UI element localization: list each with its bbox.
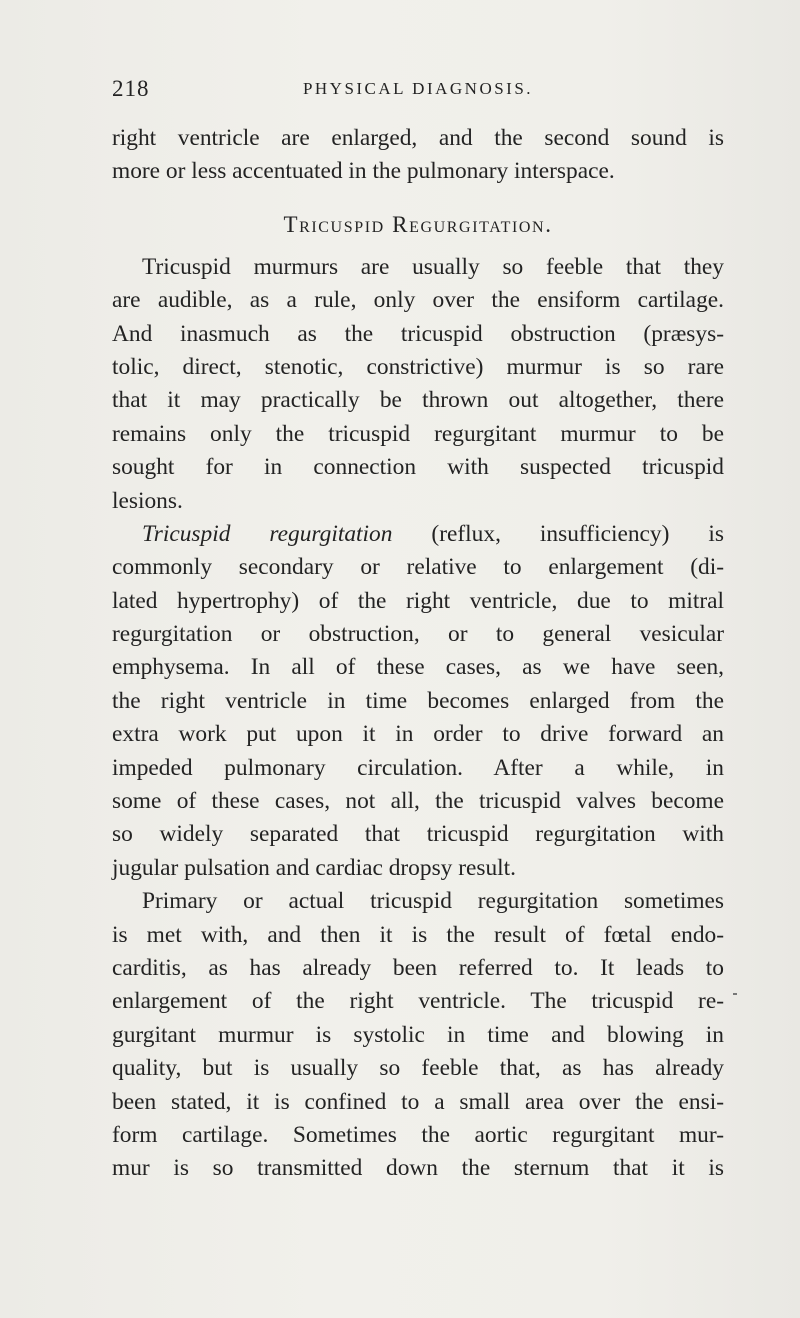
text-line: are audible, as a rule, only over the ensiform cartilage. xyxy=(112,287,724,314)
text-line: quality, but is usually so feeble that, as has already xyxy=(112,1055,724,1082)
text-line: lated hypertrophy) of the right ventricle, due to mitral xyxy=(112,587,724,614)
text-line: form cartilage. Sometimes the aortic regurgitant mur- xyxy=(112,1121,724,1148)
running-head xyxy=(112,76,724,106)
text-line: Tricuspid murmurs are usually so feeble that they xyxy=(142,253,724,280)
text-line: tolic, direct, stenotic, constrictive) murmur is so rare xyxy=(112,353,724,380)
text-line: right ventricle are enlarged, and the second sound is xyxy=(112,125,724,151)
text-line: And inasmuch as the tricuspid obstruction (præsys- xyxy=(112,320,724,347)
text-line: regurgitation or obstruction, or to general vesicular xyxy=(112,621,724,648)
text-line: jugular pulsation and cardiac dropsy result. xyxy=(112,854,517,881)
text-line: that it may practically be thrown out altogether, there xyxy=(112,387,724,414)
text-line: mur is so transmitted down the sternum that it is xyxy=(112,1155,724,1182)
text-line-lead xyxy=(112,518,724,551)
running-title: PHYSICAL DIAGNOSIS. xyxy=(302,79,534,98)
section-heading: Tricuspid Regurgitation. xyxy=(283,211,553,237)
text-line: some of these cases, not all, the tricuspid valves become xyxy=(112,788,724,815)
text-line: emphysema. In all of these cases, as we have seen, xyxy=(112,654,724,681)
text-line: extra work put upon it in order to drive forward an xyxy=(112,721,724,748)
italic-term: Tricuspid regurgitation xyxy=(142,520,393,547)
body-text xyxy=(112,122,724,1186)
text-line: the right ventricle in time becomes enlarged from the xyxy=(112,687,724,714)
text-line: more or less accentuated in the pulmonary interspace. xyxy=(112,158,615,185)
text-line: so widely separated that tricuspid regurgitation with xyxy=(112,821,724,848)
text-line: carditis, as has already been referred to. It leads to xyxy=(112,954,724,981)
text-line: remains only the tricuspid regurgitant murmur to be xyxy=(112,420,724,447)
margin-mark xyxy=(733,993,737,995)
page-number: 218 xyxy=(112,76,150,101)
text-line: gurgitant murmur is systolic in time and blowing in xyxy=(112,1021,724,1048)
text-line: commonly secondary or relative to enlargement (di- xyxy=(112,554,724,581)
text-line: enlargement of the right ventricle. The tricuspid re- xyxy=(112,988,724,1015)
lead-rest: (reflux, insufficiency) is xyxy=(392,520,724,547)
text-line: been stated, it is confined to a small area over the ensi- xyxy=(112,1088,724,1115)
text-line: sought for in connection with suspected tricuspid xyxy=(112,454,724,481)
text-line: lesions. xyxy=(112,487,183,514)
text-line: Primary or actual tricuspid regurgitation sometimes xyxy=(142,888,724,915)
text-line: impeded pulmonary circulation. After a while, in xyxy=(112,754,724,781)
text-line: is met with, and then it is the result of fœtal endo- xyxy=(112,921,724,948)
